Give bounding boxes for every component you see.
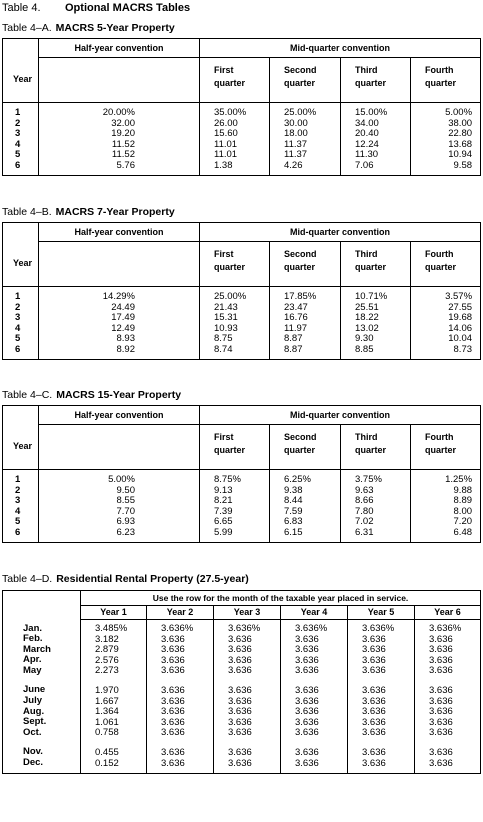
table-cell: 9.30	[355, 333, 374, 345]
table-cell: 17.49	[111, 312, 135, 324]
table-cell: 9.50	[116, 484, 135, 496]
quarter-column-3	[341, 470, 411, 543]
table-cell: 9.13	[214, 484, 233, 496]
table-d-instruction: Use the row for the month of the taxable year placed in service.	[81, 591, 481, 606]
table-row	[3, 620, 481, 774]
table-cell: 8.73	[453, 343, 473, 355]
table-cell: 7.20	[453, 516, 473, 528]
table-cell: Apr.	[23, 654, 42, 666]
quarter-column-4	[411, 103, 481, 176]
year-header: Year 4	[281, 606, 348, 620]
quarter-header-line: quarter	[355, 445, 387, 455]
table-cell: 8.87	[284, 333, 303, 345]
table-cell: 14.29%	[102, 291, 135, 302]
table-cell: 3.636	[429, 654, 453, 666]
table-cell: 3.636	[161, 746, 185, 758]
table-cell: 26.00	[214, 117, 238, 129]
table-cell: 3.636	[362, 746, 386, 758]
year-column-2	[147, 620, 214, 774]
table-cell: 7.70	[116, 505, 135, 517]
table-cell: 2	[15, 484, 21, 496]
table-cell: 2.576	[95, 654, 119, 666]
table-cell: 3.636	[362, 665, 386, 677]
table-cell: 3.636	[228, 654, 252, 666]
table-cell: Aug.	[23, 705, 45, 717]
quarter-header-line: quarter	[284, 262, 316, 272]
table-cell: 11.37	[284, 138, 308, 150]
year-column-4	[281, 620, 348, 774]
table-cell: 7.39	[214, 505, 233, 517]
table-a-heading	[2, 22, 175, 35]
table-cell: 6	[15, 159, 21, 171]
table-cell: 6.83	[284, 516, 303, 528]
table-b-half-year-header: Half-year convention	[39, 223, 200, 242]
quarter-header-line: quarter	[425, 262, 457, 272]
table-cell: 1.38	[214, 159, 233, 171]
table-cell: 3.636	[228, 727, 252, 739]
table-cell: 3.636	[161, 706, 185, 718]
table-cell: 11.01	[214, 149, 238, 161]
table-cell: 3	[15, 495, 21, 507]
table-cell: 3.636	[228, 665, 252, 677]
quarter-column-4	[411, 470, 481, 543]
year-column-1	[81, 620, 147, 774]
table-cell: 3.636	[362, 706, 386, 718]
table-cell: 3.636	[429, 665, 453, 677]
table-cell: 18.00	[284, 128, 308, 140]
table-cell: 3.636	[161, 695, 185, 707]
table-a-half-year-blank	[39, 58, 200, 103]
table-cell: 8.00	[453, 505, 473, 517]
table-cell: 3.636	[161, 716, 185, 728]
table-cell: 3.636	[228, 757, 252, 769]
table-cell: 3.636%	[362, 623, 395, 634]
table-cell: 12.24	[355, 138, 379, 150]
table-cell: 8.93	[116, 333, 135, 345]
table-cell: 3.636	[429, 633, 453, 645]
table-cell: 6.25%	[284, 474, 311, 485]
quarter-header-line: Fourth	[425, 432, 454, 442]
table-c-q3-header	[341, 425, 411, 470]
table-cell: 20.40	[355, 128, 379, 140]
table-cell: 11.30	[355, 149, 379, 161]
table-cell: 32.00	[111, 117, 135, 129]
table-cell: 1	[15, 107, 21, 118]
quarter-header-line: Fourth	[425, 65, 454, 75]
quarter-column-3	[341, 287, 411, 360]
year-column-5	[348, 620, 415, 774]
table-cell: 19.20	[111, 128, 135, 140]
quarter-header-line: First	[214, 65, 234, 75]
year-column-3	[214, 620, 281, 774]
table-cell: June	[23, 684, 46, 696]
table-cell: 11.52	[111, 138, 135, 150]
quarter-header-line: Second	[284, 249, 317, 259]
table-cell: 1	[15, 474, 21, 485]
table-cell: 10.93	[214, 322, 238, 334]
half-year-column	[39, 103, 200, 176]
quarter-header-line: Third	[355, 249, 378, 259]
table-cell: 15.00%	[355, 107, 388, 118]
table-cell: 4	[15, 138, 21, 150]
table-cell: 11.52	[111, 149, 135, 161]
table-cell: 3.636	[228, 633, 252, 645]
half-year-column	[39, 470, 200, 543]
table-cell: 3.636%	[429, 623, 462, 634]
table-cell: Nov.	[23, 746, 43, 758]
table-cell: 6.93	[116, 516, 135, 528]
table-a-year-header-top: Year	[3, 39, 39, 103]
table-cell: 7.80	[355, 505, 374, 517]
table-cell: 22.80	[448, 128, 473, 140]
table-cell: 11.37	[284, 149, 308, 161]
table-cell: Jan.	[23, 622, 43, 634]
table-cell: 4.26	[284, 159, 303, 171]
table-cell: 6.48	[453, 526, 473, 538]
table-cell: May	[23, 664, 42, 676]
table-cell: 16.76	[284, 312, 308, 324]
table-cell: July	[23, 695, 43, 707]
table-cell: March	[23, 643, 51, 655]
table-cell: 10.94	[448, 149, 473, 161]
table-cell: 14.06	[448, 322, 473, 334]
table-cell: 30.00	[284, 117, 308, 129]
table-cell: 8.74	[214, 343, 233, 355]
table-a-q1-header	[200, 58, 270, 103]
table-cell: 27.55	[448, 301, 473, 313]
table-cell: 3.636	[362, 695, 386, 707]
table-b-q4-header	[411, 242, 481, 287]
table-b-title: MACRS 7-Year Property	[55, 206, 175, 218]
table-cell: 5.00%	[108, 474, 135, 485]
table-cell: 3.636	[429, 746, 453, 758]
table-b-year-header-top: Year	[3, 223, 39, 287]
table-d-month-header	[3, 591, 81, 620]
quarter-header-line: quarter	[425, 445, 457, 455]
table-cell: 8.66	[355, 495, 374, 507]
table-d-heading	[2, 573, 249, 586]
quarter-column-3	[341, 103, 411, 176]
table-b	[2, 222, 481, 360]
table-a-q4-header	[411, 58, 481, 103]
table-cell: 6	[15, 526, 21, 538]
table-c-mid-quarter-header: Mid-quarter convention	[200, 406, 481, 425]
table-cell: 3.636	[228, 746, 252, 758]
table-cell: 3.636	[295, 684, 319, 696]
table-cell: 35.00%	[214, 107, 247, 118]
quarter-column-2	[270, 103, 341, 176]
table-cell: 6.31	[355, 526, 374, 538]
table-cell: 24.49	[111, 301, 135, 313]
table-c-label: Table 4–C.	[2, 389, 53, 401]
table-b-half-year-blank	[39, 242, 200, 287]
table-cell: Dec.	[23, 757, 44, 769]
year-column-6	[415, 620, 481, 774]
year-header: Year 6	[415, 606, 481, 620]
table-cell: 3.57%	[445, 291, 473, 302]
quarter-column-1	[200, 470, 270, 543]
document-title-label: Table 4.	[2, 2, 41, 14]
table-cell: 3.636	[161, 727, 185, 739]
quarter-header-line: quarter	[284, 445, 316, 455]
year-header: Year 2	[147, 606, 214, 620]
table-b-q3-header	[341, 242, 411, 287]
quarter-header-line: quarter	[355, 262, 387, 272]
table-c-q4-header	[411, 425, 481, 470]
table-cell: 0.455	[95, 746, 119, 758]
table-cell: 3.636	[429, 757, 453, 769]
table-cell: 9.38	[284, 484, 303, 496]
table-cell: 25.00%	[214, 291, 247, 302]
table-cell: 3.636	[295, 665, 319, 677]
table-a-q3-header	[341, 58, 411, 103]
table-a-mid-quarter-header: Mid-quarter convention	[200, 39, 481, 58]
table-cell: 3.636	[295, 757, 319, 769]
table-cell: Feb.	[23, 633, 43, 645]
table-row	[3, 103, 481, 176]
quarter-header-line: Second	[284, 65, 317, 75]
table-cell: 6.65	[214, 516, 233, 528]
table-cell: 2	[15, 117, 21, 129]
table-cell: 5	[15, 149, 21, 161]
table-cell: 6	[15, 343, 21, 355]
quarter-column-2	[270, 287, 341, 360]
table-cell: 3	[15, 128, 21, 140]
table-cell: 3.636	[429, 716, 453, 728]
table-cell: 8.21	[214, 495, 233, 507]
table-cell: 8.85	[355, 343, 374, 355]
table-row	[3, 287, 481, 360]
table-cell: 3.636	[161, 654, 185, 666]
table-cell: 3.636%	[161, 623, 194, 634]
table-cell: 3.636	[429, 727, 453, 739]
table-cell: 11.01	[214, 138, 238, 150]
table-b-label: Table 4–B.	[2, 206, 52, 218]
table-cell: 8.87	[284, 343, 303, 355]
table-cell: 3	[15, 312, 21, 324]
table-cell: 2.879	[95, 644, 119, 656]
table-cell: 3.636	[161, 665, 185, 677]
table-a-label: Table 4–A.	[2, 22, 52, 34]
table-b-heading	[2, 206, 175, 219]
table-cell: 15.31	[214, 312, 238, 324]
table-cell: 3.636	[295, 746, 319, 758]
quarter-header-line: Third	[355, 65, 378, 75]
table-cell: 11.97	[284, 322, 308, 334]
table-cell: 25.00%	[284, 107, 317, 118]
table-cell: 8.75	[214, 333, 233, 345]
table-cell: 10.04	[448, 333, 473, 345]
quarter-header-line: quarter	[284, 78, 316, 88]
table-cell: 8.89	[453, 495, 473, 507]
half-year-column	[39, 287, 200, 360]
table-cell: 3.636	[362, 654, 386, 666]
table-cell: 23.47	[284, 301, 308, 313]
table-row	[3, 470, 481, 543]
table-cell: 19.68	[448, 312, 473, 324]
table-cell: 38.00	[448, 117, 473, 129]
table-cell: 0.758	[95, 727, 119, 739]
table-cell: 3.636	[228, 644, 252, 656]
table-cell: 5.76	[116, 159, 135, 171]
table-b-q1-header	[200, 242, 270, 287]
table-cell: 5.99	[214, 526, 233, 538]
table-cell: 7.02	[355, 516, 374, 528]
table-d	[2, 590, 481, 774]
table-cell: 3.636	[362, 727, 386, 739]
table-cell: 3.636	[161, 644, 185, 656]
table-b-q2-header	[270, 242, 341, 287]
table-cell: 12.49	[111, 322, 135, 334]
table-cell: 2	[15, 301, 21, 313]
table-cell: 17.85%	[284, 291, 317, 302]
quarter-header-line: quarter	[355, 78, 387, 88]
quarter-column-1	[200, 103, 270, 176]
table-cell: 1.061	[95, 716, 119, 728]
table-cell: 5	[15, 333, 21, 345]
table-cell: 3.636	[228, 695, 252, 707]
table-cell: 15.60	[214, 128, 238, 140]
quarter-header-line: quarter	[214, 262, 246, 272]
table-cell: 8.75%	[214, 474, 241, 485]
table-cell: 2.273	[95, 665, 119, 677]
year-column	[3, 103, 39, 176]
table-cell: 5.00%	[445, 107, 473, 118]
table-cell: 9.63	[355, 484, 374, 496]
table-a	[2, 38, 481, 176]
table-cell: 4	[15, 505, 21, 517]
table-cell: 8.92	[116, 343, 135, 355]
table-cell: 1.970	[95, 684, 119, 696]
table-cell: 9.88	[453, 484, 473, 496]
table-c-half-year-blank	[39, 425, 200, 470]
quarter-header-line: quarter	[214, 445, 246, 455]
table-a-title: MACRS 5-Year Property	[55, 22, 175, 34]
table-b-mid-quarter-header: Mid-quarter convention	[200, 223, 481, 242]
table-cell: Oct.	[23, 726, 42, 738]
table-c	[2, 405, 481, 543]
table-c-title: MACRS 15-Year Property	[56, 389, 182, 401]
table-d-title: Residential Rental Property (27.5-year)	[56, 573, 249, 585]
table-cell: 3.636	[295, 727, 319, 739]
table-cell: 20.00%	[102, 107, 135, 118]
table-cell: 3.636%	[295, 623, 328, 634]
table-cell: 3.636	[362, 716, 386, 728]
quarter-header-line: First	[214, 249, 234, 259]
table-cell: 8.44	[284, 495, 303, 507]
table-cell: 3.636	[429, 684, 453, 696]
table-c-half-year-header: Half-year convention	[39, 406, 200, 425]
quarter-header-line: Fourth	[425, 249, 454, 259]
table-c-q1-header	[200, 425, 270, 470]
table-cell: 3.636	[362, 644, 386, 656]
table-cell: 3.636	[295, 644, 319, 656]
table-cell: 1	[15, 291, 21, 302]
table-cell: 1.667	[95, 695, 119, 707]
table-cell: 3.636	[161, 757, 185, 769]
table-cell: 0.152	[95, 757, 119, 769]
table-cell: 13.02	[355, 322, 379, 334]
quarter-column-2	[270, 470, 341, 543]
table-cell: 18.22	[355, 312, 379, 324]
table-cell: 10.71%	[355, 291, 388, 302]
table-cell: 4	[15, 322, 21, 334]
year-header: Year 1	[81, 606, 147, 620]
table-cell: 1.25%	[445, 474, 473, 485]
table-cell: 3.636	[295, 695, 319, 707]
quarter-header-line: Second	[284, 432, 317, 442]
table-cell: 9.58	[453, 159, 473, 171]
table-cell: 3.636%	[228, 623, 261, 634]
table-cell: 8.55	[116, 495, 135, 507]
month-column	[3, 620, 81, 774]
table-cell: 3.636	[295, 706, 319, 718]
quarter-header-line: quarter	[425, 78, 457, 88]
table-cell: 3.636	[228, 684, 252, 696]
table-cell: 7.06	[355, 159, 374, 171]
table-cell: 3.636	[295, 716, 319, 728]
table-cell: 3.636	[362, 757, 386, 769]
table-cell: 3.636	[429, 706, 453, 718]
table-cell: Sept.	[23, 716, 47, 728]
table-cell: 3.636	[161, 684, 185, 696]
table-cell: 3.636	[161, 633, 185, 645]
table-cell: 7.59	[284, 505, 303, 517]
table-cell: 3.636	[228, 706, 252, 718]
table-c-year-header-top: Year	[3, 406, 39, 470]
table-cell: 3.636	[362, 684, 386, 696]
table-cell: 1.364	[95, 706, 119, 718]
table-cell: 3.636	[295, 654, 319, 666]
table-cell: 3.636	[362, 633, 386, 645]
document-title	[2, 2, 190, 15]
table-cell: 3.636	[295, 633, 319, 645]
table-cell: 3.636	[228, 716, 252, 728]
table-cell: 3.485%	[95, 623, 128, 634]
quarter-column-4	[411, 287, 481, 360]
table-cell: 3.636	[429, 695, 453, 707]
table-cell: 5	[15, 516, 21, 528]
table-cell: 13.68	[448, 138, 473, 150]
table-d-label: Table 4–D.	[2, 573, 53, 585]
table-cell: 3.636	[429, 644, 453, 656]
table-a-half-year-header: Half-year convention	[39, 39, 200, 58]
quarter-header-line: First	[214, 432, 234, 442]
year-header: Year 5	[348, 606, 415, 620]
table-cell: 25.51	[355, 301, 379, 313]
table-cell: 3.182	[95, 633, 119, 645]
year-column	[3, 287, 39, 360]
table-c-q2-header	[270, 425, 341, 470]
table-cell: 6.23	[116, 526, 135, 538]
table-cell: 3.75%	[355, 474, 382, 485]
table-cell: 21.43	[214, 301, 238, 313]
quarter-column-1	[200, 287, 270, 360]
table-c-heading	[2, 389, 181, 402]
year-column	[3, 470, 39, 543]
year-header: Year 3	[214, 606, 281, 620]
table-a-q2-header	[270, 58, 341, 103]
quarter-header-line: Third	[355, 432, 378, 442]
quarter-header-line: quarter	[214, 78, 246, 88]
table-cell: 34.00	[355, 117, 379, 129]
document-title-text: Optional MACRS Tables	[65, 2, 191, 14]
table-cell: 6.15	[284, 526, 303, 538]
